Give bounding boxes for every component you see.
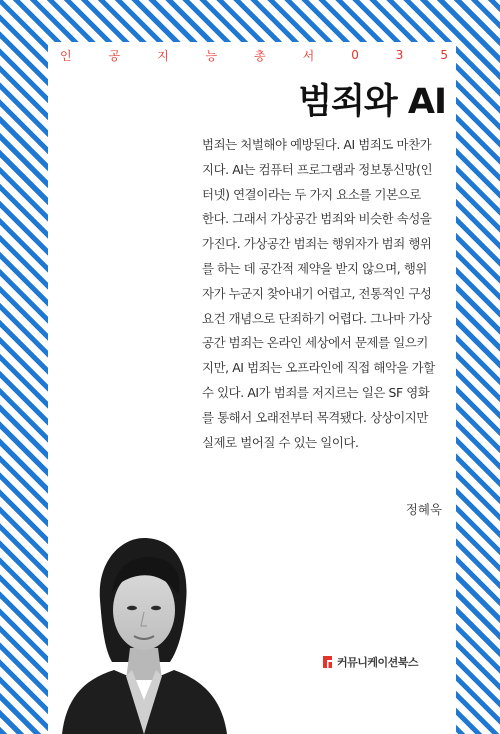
description-line: 자가 누군지 찾아내기 어렵고, 전통적인 구성 [202,285,432,301]
publisher-logo [322,654,418,670]
series-char: 3 [395,48,404,62]
description-line: 터넷) 연결이라는 두 가지 요소를 기본으로 [202,186,421,202]
description-line: 요건 개념으로 단죄하기 어렵다. 그나마 가상 [202,310,432,326]
series-char: 인 [60,48,72,63]
series-char: 공 [108,48,121,63]
description-line: 가진다. 가상공간 범죄는 행위자가 범죄 행위 [202,236,432,252]
series-char: 0 [351,48,359,62]
author-name: 정혜욱 [405,502,442,517]
description-line: 지다. AI는 컴퓨터 프로그램과 정보통신망(인 [202,161,433,177]
series-char: 서 [302,48,315,63]
description-line: 공간 범죄는 온라인 세상에서 문제를 일으키 [202,335,428,351]
publisher-name: 커뮤니케이션북스 [337,656,419,669]
book-title: 범죄와 AI [298,82,446,122]
series-char: 5 [440,48,448,62]
description-line: 를 통해서 오래전부터 목격됐다. 상상이지만 [202,409,428,425]
description-line: 한다. 그래서 가상공간 범죄와 비슷한 속성을 [202,211,432,227]
publisher-mark-icon [322,655,333,669]
description-line: 지만, AI 범죄는 오프라인에 직접 해악을 가할 [202,360,435,376]
book-description [202,133,446,455]
series-char: 총 [254,48,266,63]
author-portrait [52,530,227,734]
series-char: 지 [157,48,169,63]
description-line: 실제로 벌어질 수 있는 일이다. [202,434,359,450]
description-line: 를 하는 데 공간적 제약을 받지 않으며, 행위 [202,260,427,276]
series-char: 능 [205,48,218,63]
description-line: 범죄는 처벌해야 예방된다. AI 범죄도 마찬가 [202,137,432,152]
series-label [60,46,448,64]
description-line: 수 있다. AI가 범죄를 저지르는 일은 SF 영화 [202,384,430,400]
